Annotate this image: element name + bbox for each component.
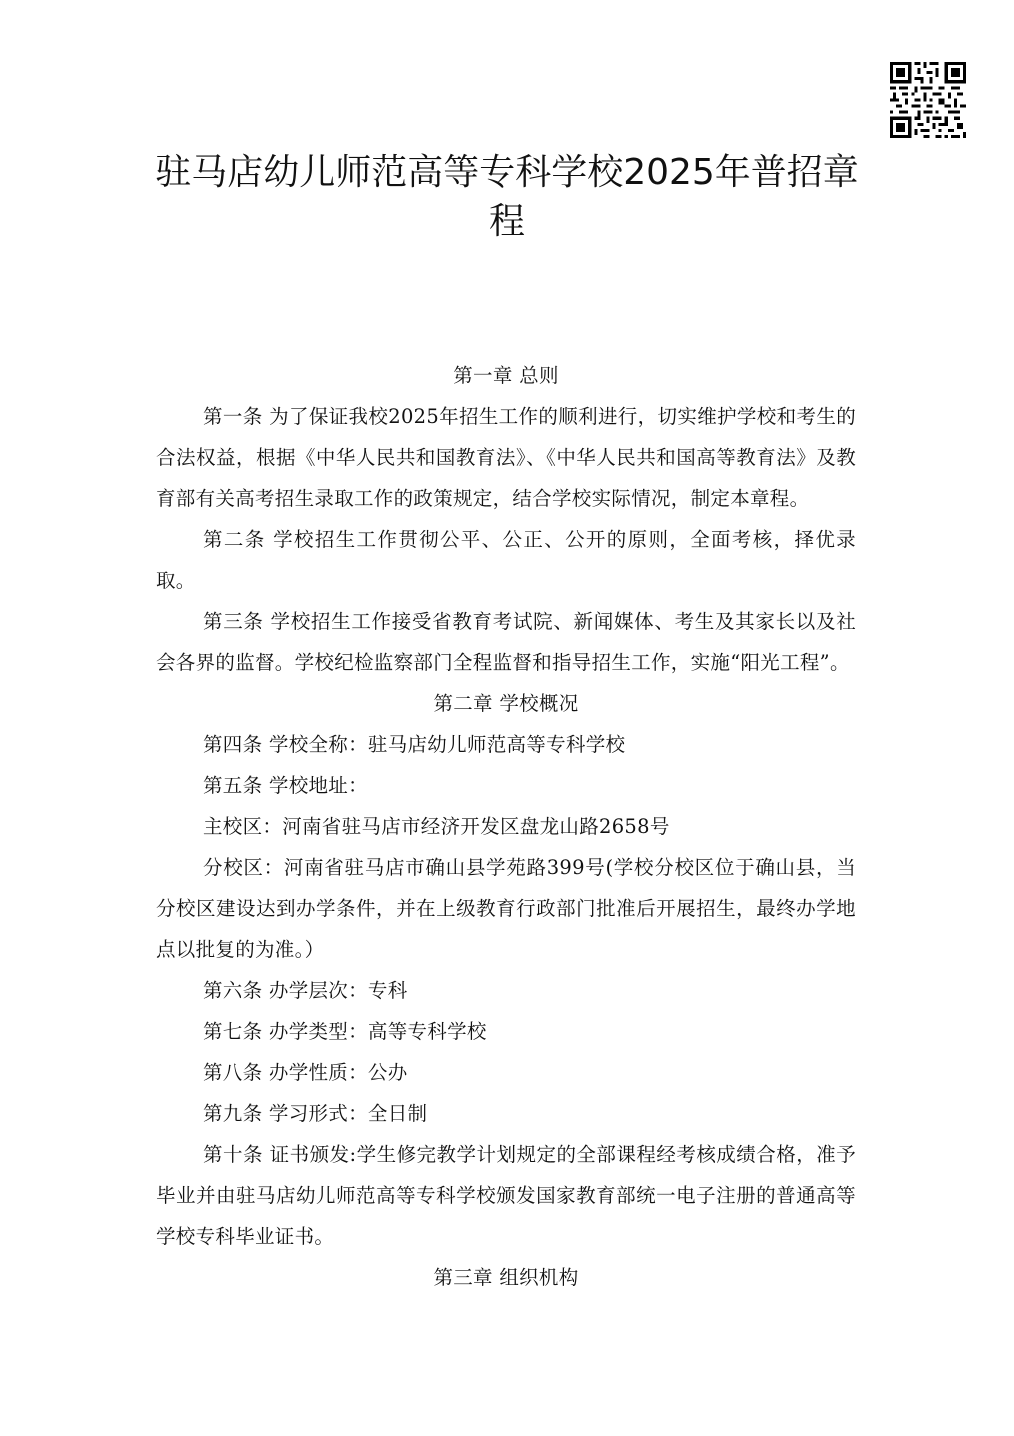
- article: 第十条 证书颁发:学生修完教学计划规定的全部课程经考核成绩合格，准予毕业并由驻马店幼儿师范高等专科学校颁发国家教育部统一电子注册的普通高等学校专科毕业证书。: [156, 1143, 856, 1248]
- article: 第三条 学校招生工作接受省教育考试院、新闻媒体、考生及其家长以及社会各界的监督。学校纪检监察部门全程监督和指导招生工作，实施“阳光工程”。: [156, 610, 856, 674]
- article: 第五条 学校地址：: [203, 774, 368, 797]
- article: 第六条 办学层次：专科: [203, 979, 408, 1002]
- document-body: [156, 355, 856, 1298]
- article: 第一条 为了保证我校2025年招生工作的顺利进行，切实维护学校和考生的合法权益，根据《中华人民共和国教育法》、《中华人民共和国高等教育法》及教育部有关高考招生录取工作的政策规定，结合学校实际情况，制定本章程。: [156, 405, 856, 510]
- chapter-heading: 第一章 总则: [453, 364, 559, 387]
- article: 第七条 办学类型：高等专科学校: [203, 1020, 487, 1043]
- article: 主校区：河南省驻马店市经济开发区盘龙山路2658号: [203, 815, 670, 838]
- chapter-heading: 第三章 组织机构: [433, 1266, 579, 1289]
- article: 第八条 办学性质：公办: [203, 1061, 408, 1084]
- document-title: 驻马店幼儿师范高等专科学校2025年普招章程: [155, 152, 859, 242]
- article: 第二条 学校招生工作贯彻公平、公正、公开的原则，全面考核，择优录取。: [156, 528, 856, 592]
- article: 分校区：河南省驻马店市确山县学苑路399号(学校分校区位于确山县，当分校区建设达到办学条件，并在上级教育行政部门批准后开展招生，最终办学地点以批复的为准。）: [156, 856, 856, 961]
- article: 第九条 学习形式：全日制: [203, 1102, 428, 1125]
- chapter-heading: 第二章 学校概况: [433, 692, 579, 715]
- article: 第四条 学校全称：驻马店幼儿师范高等专科学校: [203, 733, 626, 756]
- qr-code-icon: [890, 62, 966, 138]
